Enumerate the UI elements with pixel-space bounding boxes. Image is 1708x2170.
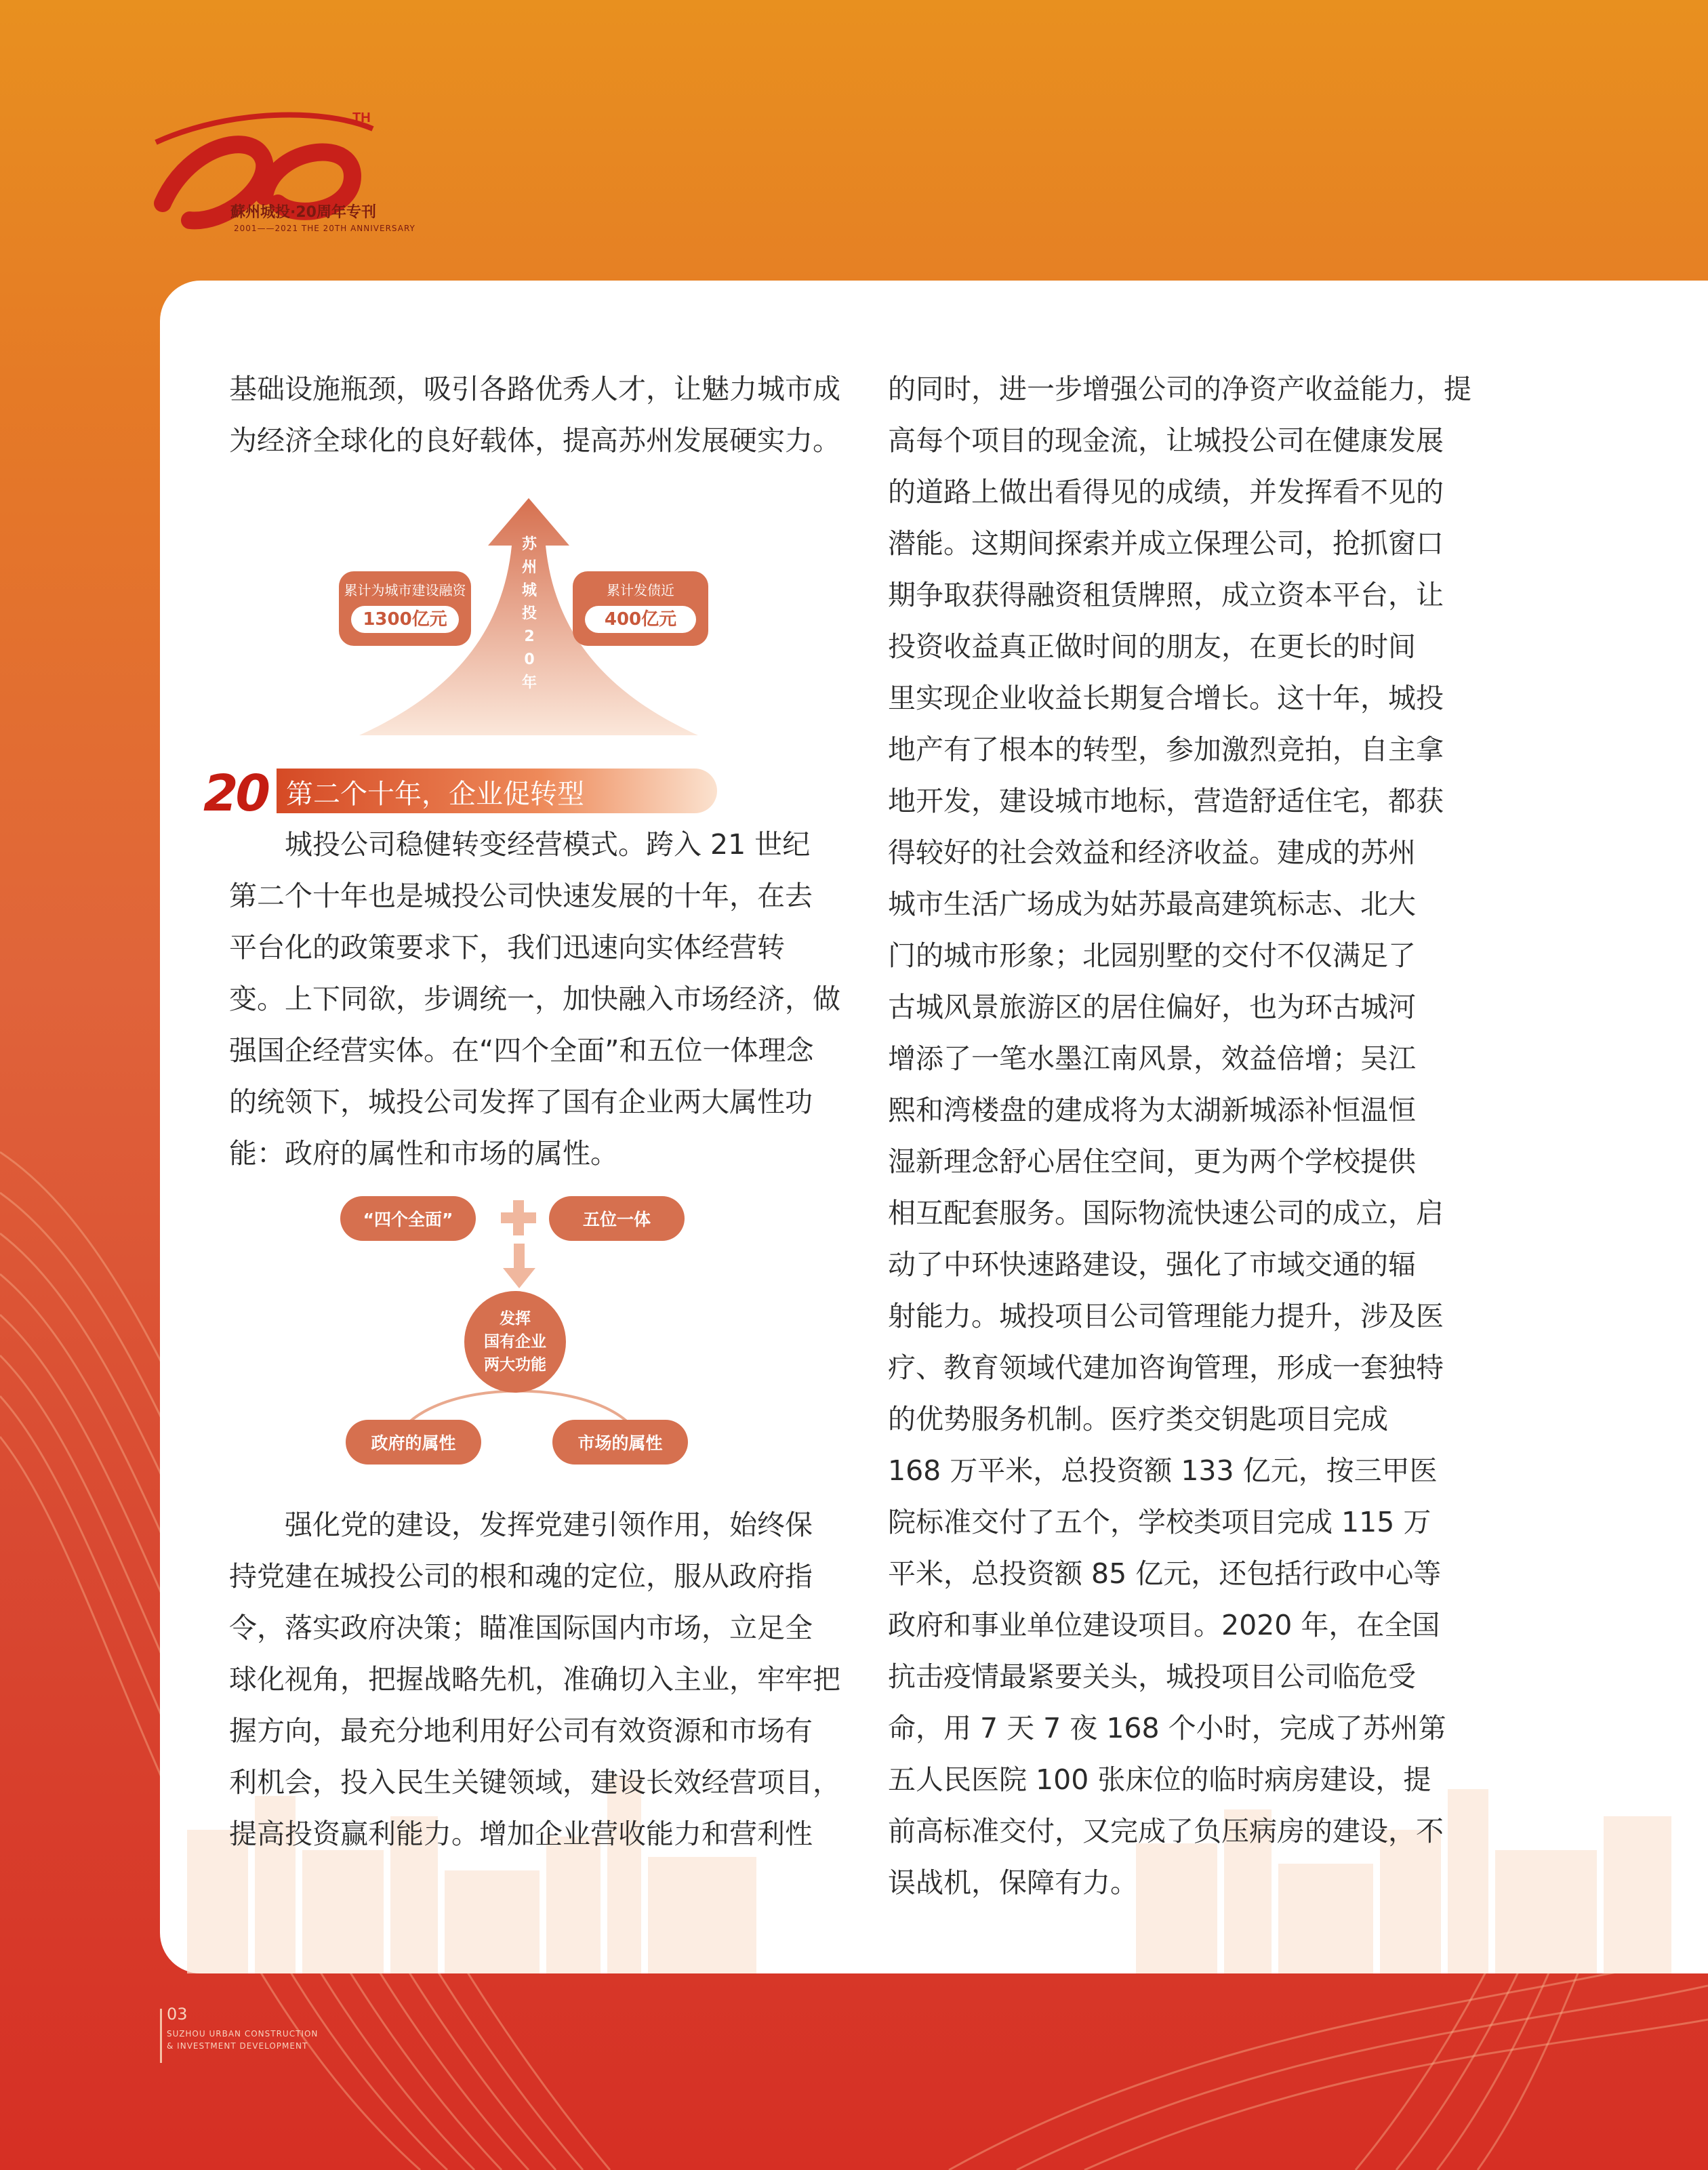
text-line: 强化党的建设，发挥党建引领作用，始终保 <box>229 1509 813 1541</box>
text-line: 握方向，最充分地利用好公司有效资源和市场有 <box>229 1715 813 1747</box>
arrow-label: 苏 州 城 投 2 0 年 <box>521 536 537 691</box>
text-line: 168 万平米，总投资额 133 亿元，按三甲医 <box>888 1454 1438 1487</box>
text-line: 地产有了根本的转型，参加激烈竞拍，自主拿 <box>888 733 1444 766</box>
text-line: 的同时，进一步增强公司的净资产收益能力，提 <box>888 373 1471 405</box>
text-line: 相互配套服务。国际物流快速公司的成立，启 <box>888 1197 1444 1229</box>
core-function-circle: 发挥 国有企业 两大功能 <box>464 1291 566 1393</box>
text-line: 基础设施瓶颈，吸引各路优秀人才，让魅力城市成 <box>229 373 840 405</box>
text-line: 增添了一笔水墨江南风景，效益倍增；吴江 <box>888 1042 1416 1075</box>
text-line: 城投公司稳健转变经营模式。跨入 21 世纪 <box>229 828 811 861</box>
text-line: 古城风景旅游区的居住偏好，也为环古城河 <box>888 991 1416 1023</box>
financing-caption: 累计为城市建设融资 <box>344 582 466 598</box>
text-line: 令，落实政府决策；瞄准国际国内市场，立足全 <box>229 1612 813 1644</box>
text-line: 前高标准交付，又完成了负压病房的建设，不 <box>888 1815 1444 1847</box>
left-column-top <box>229 363 840 466</box>
text-line: 误战机，保障有力。 <box>888 1866 1138 1899</box>
text-line: 平米，总投资额 85 亿元，还包括行政中心等 <box>888 1557 1442 1590</box>
text-line: 得较好的社会效益和经济收益。建成的苏州 <box>888 836 1416 869</box>
text-line: 持党建在城投公司的根和魂的定位，服从政府指 <box>229 1560 813 1593</box>
text-line: 高每个项目的现金流，让城投公司在健康发展 <box>888 424 1444 457</box>
text-line: 提高投资赢利能力。增加企业营收能力和营利性 <box>229 1818 813 1850</box>
financing-value: 1300亿元 <box>351 606 459 633</box>
text-line: 城市生活广场成为姑苏最高建筑标志、北大 <box>888 888 1416 920</box>
text-line: 疗、教育领域代建加咨询管理，形成一套独特 <box>888 1351 1444 1384</box>
text-line: 潜能。这期间探索并成立保理公司，抢抓窗口 <box>888 527 1444 560</box>
text-line: 的道路上做出看得见的成绩，并发挥看不见的 <box>888 476 1444 508</box>
financing-diagram <box>339 498 718 735</box>
bond-caption: 累计发债近 <box>607 582 674 598</box>
text-line: 利机会，投入民生关键领域，建设长效经营项目， <box>229 1766 840 1799</box>
bond-value: 400亿元 <box>585 606 696 633</box>
text-line: 湿新理念舒心居住空间，更为两个学校提供 <box>888 1145 1416 1178</box>
four-comprehensives-pill: “四个全面” <box>340 1196 476 1241</box>
bond-box <box>573 571 708 646</box>
page-number: 03 <box>167 2005 188 2024</box>
text-line: 抗击疫情最紧要关头，城投项目公司临危受 <box>888 1660 1416 1693</box>
section-title: 第二个十年，企业促转型 <box>286 779 584 810</box>
text-line: 能：政府的属性和市场的属性。 <box>229 1137 618 1170</box>
section-heading <box>203 764 718 823</box>
text-line: 熙和湾楼盘的建成将为太湖新城添补恒温恒 <box>888 1094 1416 1126</box>
right-column <box>888 363 1476 1908</box>
text-line: 变。上下同欲，步调统一，加快融入市场经济，做 <box>229 983 840 1015</box>
text-line: 期争取获得融资租赁牌照，成立资本平台，让 <box>888 579 1444 611</box>
text-line: 院标准交付了五个，学校类项目完成 115 万 <box>888 1506 1431 1538</box>
text-line: 强国企经营实体。在“四个全面”和五位一体理念 <box>229 1034 814 1067</box>
text-line: 射能力。城投项目公司管理能力提升，涉及医 <box>888 1300 1444 1332</box>
text-line: 门的城市形象；北园别墅的交付不仅满足了 <box>888 939 1416 972</box>
text-line: 球化视角，把握战略先机，准确切入主业，牢牢把 <box>229 1663 840 1696</box>
text-line: 动了中环快速路建设，强化了市域交通的辐 <box>888 1248 1416 1281</box>
five-in-one-pill: 五位一体 <box>549 1196 685 1241</box>
left-column-middle <box>229 819 840 1179</box>
financing-box <box>339 571 471 646</box>
plus-icon <box>498 1197 539 1238</box>
government-attribute-pill: 政府的属性 <box>346 1420 481 1465</box>
footer-divider <box>160 2009 162 2063</box>
text-line: 第二个十年也是城投公司快速发展的十年，在去 <box>229 880 813 912</box>
text-line: 平台化的政策要求下，我们迅速向实体经营转 <box>229 931 785 964</box>
text-line: 为经济全球化的良好载体，提高苏州发展硬实力。 <box>229 424 840 457</box>
text-line: 的统领下，城投公司发挥了国有企业两大属性功 <box>229 1086 813 1118</box>
section-number: 20 <box>203 764 268 823</box>
logo-sup: TH <box>352 110 371 125</box>
logo-years: 2001——2021 THE 20TH ANNIVERSARY <box>234 224 415 233</box>
down-arrow-icon <box>499 1244 540 1291</box>
text-line: 投资收益真正做时间的朋友，在更长的时间 <box>888 630 1416 663</box>
footer-company: SUZHOU URBAN CONSTRUCTION & INVESTMENT DEVELOPMENT <box>167 2029 319 2051</box>
market-attribute-pill: 市场的属性 <box>552 1420 688 1465</box>
functions-diagram <box>332 1196 725 1481</box>
text-line: 的优势服务机制。医疗类交钥匙项目完成 <box>888 1403 1388 1435</box>
text-line: 五人民医院 100 张床位的临时病房建设，提 <box>888 1763 1431 1796</box>
text-line: 命，用 7 天 7 夜 168 个小时，完成了苏州第 <box>888 1712 1446 1744</box>
text-line: 政府和事业单位建设项目。2020 年，在全国 <box>888 1609 1440 1641</box>
logo-title: 蘇州城投·20周年专刊 <box>230 204 376 221</box>
left-column-bottom <box>229 1499 840 1860</box>
text-line: 里实现企业收益长期复合增长。这十年，城投 <box>888 682 1444 714</box>
text-line: 地开发，建设城市地标，营造舒适住宅，都获 <box>888 785 1444 817</box>
